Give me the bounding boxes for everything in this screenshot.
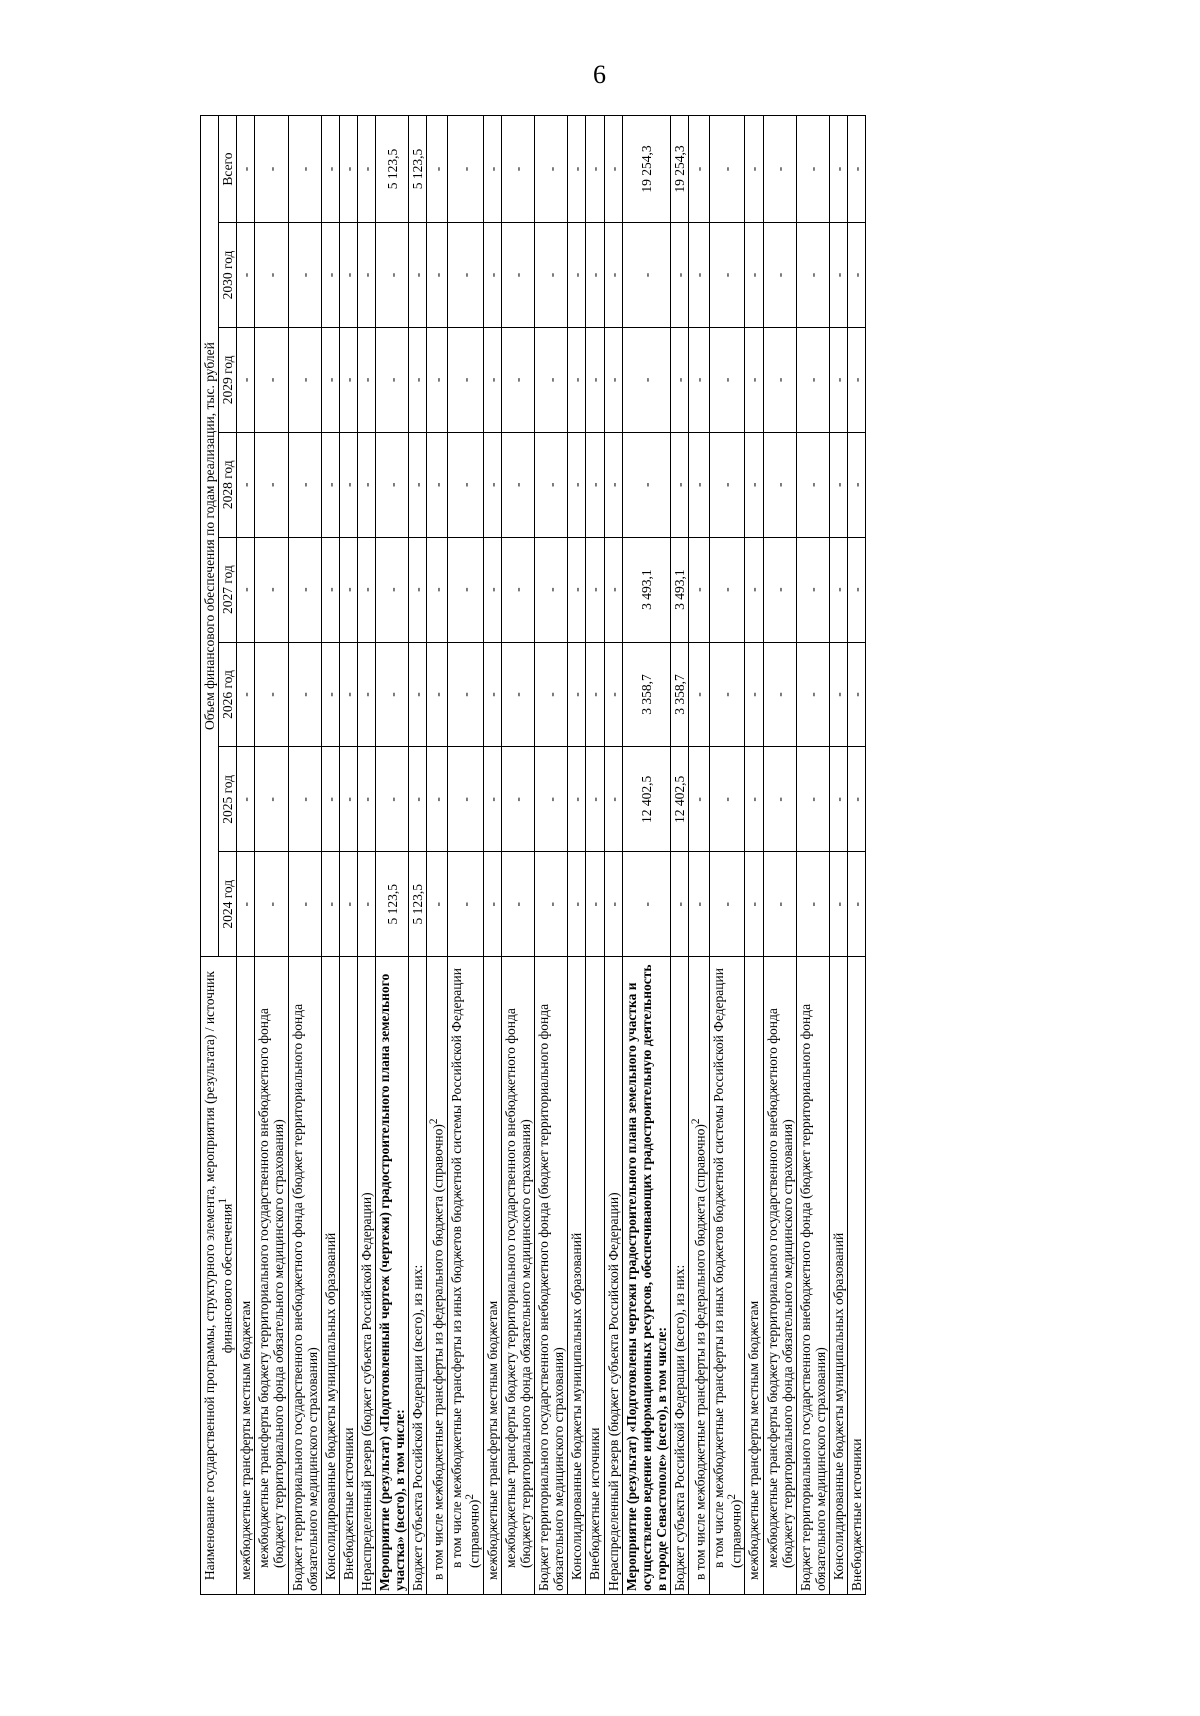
row-year-value: -	[604, 747, 622, 852]
row-year-value: -	[848, 537, 866, 642]
row-year-value: -	[745, 852, 763, 957]
table-row	[829, 116, 847, 1595]
row-year-value: -	[427, 852, 448, 957]
row-year-value: -	[427, 432, 448, 537]
row-year-value: -	[848, 642, 866, 747]
row-label-text: межбюджетные трансферты бюджету территориального государственного внебюджетного фонда (бюджету территориального фонда обязательного медицинского страхования)	[502, 1008, 533, 1568]
row-year-value: -	[622, 432, 670, 537]
table-row	[427, 116, 448, 1595]
row-year-value: -	[568, 327, 586, 432]
row-label-text: Бюджет территориального государственного внебюджетного фонда (бюджет территориального фонда обязательного медицинского страхования)	[536, 1003, 567, 1591]
row-year-value: -	[288, 642, 321, 747]
row-year-value: -	[501, 432, 534, 537]
row-year-value: -	[376, 642, 409, 747]
row-label-text: Внебюджетные источники	[587, 1427, 603, 1580]
table-row	[622, 116, 670, 1595]
row-year-value: -	[763, 537, 796, 642]
row-label-text: Нераспределенный резерв (бюджет субъекта Российской Федерации)	[605, 1192, 621, 1591]
row-year-value: -	[763, 642, 796, 747]
row-year-value: -	[427, 747, 448, 852]
row-year-value: -	[763, 852, 796, 957]
row-total-value: -	[357, 116, 375, 223]
row-label-text: Внебюджетные источники	[340, 1427, 356, 1580]
row-year-value: -	[745, 223, 763, 328]
row-year-value: -	[255, 432, 288, 537]
row-year-value: -	[829, 223, 847, 328]
row-year-value: -	[237, 432, 255, 537]
row-year-value: -	[586, 432, 604, 537]
row-total-value: -	[448, 116, 484, 223]
row-year-value: -	[586, 537, 604, 642]
row-year-value: -	[409, 537, 427, 642]
row-year-value: -	[796, 747, 829, 852]
table-row	[321, 116, 339, 1595]
row-year-value: 12 402,5	[622, 747, 670, 852]
row-year-value: 3 493,1	[670, 537, 688, 642]
row-year-value: -	[321, 642, 339, 747]
row-total-value: 5 123,5	[409, 116, 427, 223]
row-year-value: -	[709, 747, 745, 852]
header-name-text: Наименование государственной программы, структурного элемента, мероприятия (результата) / источник финансового обеспечения	[202, 971, 235, 1581]
row-year-value: -	[409, 642, 427, 747]
row-year-value: -	[321, 747, 339, 852]
row-total-value: -	[796, 116, 829, 223]
row-year-value: -	[763, 432, 796, 537]
row-year-value: -	[255, 747, 288, 852]
row-year-value: -	[796, 642, 829, 747]
header-total: Всего	[219, 116, 237, 223]
row-year-value: -	[568, 537, 586, 642]
row-year-value: -	[670, 852, 688, 957]
header-year-2028: 2028 год	[219, 432, 237, 537]
row-year-value: -	[604, 223, 622, 328]
row-year-value: -	[670, 327, 688, 432]
row-year-value: -	[409, 223, 427, 328]
row-year-value: -	[604, 642, 622, 747]
row-footnote-mark: 2	[428, 1118, 441, 1125]
row-year-value: -	[255, 537, 288, 642]
row-total-value: -	[483, 116, 501, 223]
row-year-value: -	[237, 327, 255, 432]
row-year-value: -	[709, 537, 745, 642]
row-year-value: -	[689, 642, 710, 747]
row-year-value: -	[288, 432, 321, 537]
row-year-value: -	[448, 537, 484, 642]
row-year-value: 5 123,5	[376, 852, 409, 957]
row-year-value: -	[255, 327, 288, 432]
row-total-value: -	[604, 116, 622, 223]
row-label	[745, 957, 763, 1595]
row-label	[255, 957, 288, 1595]
row-year-value: -	[357, 747, 375, 852]
row-year-value: -	[848, 432, 866, 537]
row-total-value: -	[689, 116, 710, 223]
row-year-value: -	[745, 642, 763, 747]
row-label-text: межбюджетные трансферты местным бюджетам	[238, 1300, 254, 1580]
row-year-value: -	[237, 747, 255, 852]
row-label	[501, 957, 534, 1595]
row-year-value: -	[483, 327, 501, 432]
row-total-value: -	[288, 116, 321, 223]
row-label-text: Нераспределенный резерв (бюджет субъекта Российской Федерации)	[358, 1192, 374, 1591]
row-total-value: 19 254,3	[622, 116, 670, 223]
row-total-value: -	[237, 116, 255, 223]
row-label	[763, 957, 796, 1595]
row-year-value: -	[376, 747, 409, 852]
row-year-value: -	[535, 537, 568, 642]
row-year-value: -	[670, 223, 688, 328]
row-total-value: 19 254,3	[670, 116, 688, 223]
row-year-value: -	[409, 327, 427, 432]
row-label	[448, 957, 484, 1595]
row-total-value: -	[709, 116, 745, 223]
row-year-value: -	[255, 642, 288, 747]
row-year-value: -	[501, 852, 534, 957]
row-year-value: -	[339, 223, 357, 328]
row-year-value: -	[501, 223, 534, 328]
row-year-value: -	[745, 747, 763, 852]
table-row	[409, 116, 427, 1595]
row-year-value: -	[448, 642, 484, 747]
row-label	[321, 957, 339, 1595]
row-year-value: -	[357, 223, 375, 328]
row-label	[670, 957, 688, 1595]
page-number: 6	[593, 60, 606, 89]
row-year-value: -	[604, 327, 622, 432]
row-year-value: -	[409, 432, 427, 537]
row-year-value: -	[409, 747, 427, 852]
row-year-value: -	[483, 852, 501, 957]
table-row	[288, 116, 321, 1595]
row-footnote-mark: 2	[464, 1493, 477, 1500]
table-row	[237, 116, 255, 1595]
row-year-value: -	[709, 223, 745, 328]
row-year-value: -	[586, 747, 604, 852]
row-year-value: -	[427, 537, 448, 642]
row-year-value: -	[339, 327, 357, 432]
row-label	[709, 957, 745, 1595]
row-label-text: Бюджет субъекта Российской Федерации (всего), из них:	[410, 1264, 426, 1591]
row-year-value: 3 358,7	[622, 642, 670, 747]
row-year-value: -	[448, 747, 484, 852]
row-year-value: -	[796, 432, 829, 537]
row-year-value: -	[535, 223, 568, 328]
row-year-value: -	[709, 327, 745, 432]
row-label	[376, 957, 409, 1595]
table-row	[848, 116, 866, 1595]
row-year-value: -	[745, 327, 763, 432]
row-year-value: -	[689, 537, 710, 642]
row-year-value: -	[237, 852, 255, 957]
row-year-value: 3 358,7	[670, 642, 688, 747]
table-row	[604, 116, 622, 1595]
row-year-value: -	[448, 223, 484, 328]
row-year-value: -	[501, 642, 534, 747]
row-year-value: -	[483, 432, 501, 537]
row-year-value: -	[535, 327, 568, 432]
row-year-value: -	[568, 642, 586, 747]
row-total-value: -	[586, 116, 604, 223]
rotated-table-container	[200, 115, 1160, 1595]
row-year-value: -	[501, 747, 534, 852]
row-label	[568, 957, 586, 1595]
row-year-value: -	[321, 327, 339, 432]
row-year-value: -	[321, 537, 339, 642]
row-year-value: -	[321, 432, 339, 537]
row-year-value: -	[586, 852, 604, 957]
row-year-value: -	[586, 223, 604, 328]
row-year-value: -	[448, 432, 484, 537]
row-year-value: -	[689, 327, 710, 432]
row-year-value: -	[237, 223, 255, 328]
row-year-value: -	[321, 852, 339, 957]
row-year-value: -	[745, 537, 763, 642]
table-row	[745, 116, 763, 1595]
row-label-text: в том числе межбюджетные трансферты из иных бюджетов бюджетной системы Российской Федерации (справочно)	[710, 968, 744, 1568]
row-year-value: -	[796, 223, 829, 328]
row-year-value: -	[427, 327, 448, 432]
row-year-value: -	[339, 432, 357, 537]
row-year-value: -	[763, 747, 796, 852]
row-year-value: -	[829, 432, 847, 537]
row-year-value: -	[709, 852, 745, 957]
row-year-value: -	[763, 327, 796, 432]
header-year-2029: 2029 год	[219, 327, 237, 432]
row-label	[689, 957, 710, 1595]
row-total-value: -	[745, 116, 763, 223]
row-year-value: -	[829, 747, 847, 852]
row-year-value: -	[501, 327, 534, 432]
row-year-value: 12 402,5	[670, 747, 688, 852]
row-year-value: -	[535, 642, 568, 747]
row-year-value: 3 493,1	[622, 537, 670, 642]
row-year-value: -	[255, 223, 288, 328]
row-year-value: 5 123,5	[409, 852, 427, 957]
row-total-value: -	[427, 116, 448, 223]
row-year-value: -	[689, 747, 710, 852]
row-year-value: -	[255, 852, 288, 957]
row-year-value: -	[237, 642, 255, 747]
row-label	[829, 957, 847, 1595]
row-year-value: -	[829, 537, 847, 642]
row-label-text: Мероприятие (результат) «Подготовленный чертеж (чертежи) градостроительного плана земельного участка» (всего), в том числе:	[377, 973, 408, 1591]
row-label-text: в том числе межбюджетные трансферты из федерального бюджета (справочно)	[692, 1124, 708, 1580]
row-year-value: -	[568, 432, 586, 537]
row-year-value: -	[763, 223, 796, 328]
row-label	[427, 957, 448, 1595]
row-total-value: -	[535, 116, 568, 223]
table-row	[483, 116, 501, 1595]
row-year-value: -	[604, 537, 622, 642]
budget-table	[200, 115, 866, 1595]
rotated-table-frame	[200, 115, 1160, 1595]
row-year-value: -	[796, 327, 829, 432]
row-year-value: -	[689, 223, 710, 328]
row-year-value: -	[604, 852, 622, 957]
row-year-value: -	[339, 852, 357, 957]
row-label	[339, 957, 357, 1595]
row-year-value: -	[288, 747, 321, 852]
row-year-value: -	[622, 852, 670, 957]
row-footnote-mark: 2	[725, 1493, 738, 1500]
table-row	[357, 116, 375, 1595]
row-label-text: Бюджет субъекта Российской Федерации (всего), из них:	[671, 1264, 687, 1591]
row-label-text: межбюджетные трансферты местным бюджетам	[746, 1300, 762, 1580]
row-label	[535, 957, 568, 1595]
row-year-value: -	[288, 327, 321, 432]
row-label-text: Бюджет территориального государственного внебюджетного фонда (бюджет территориального фонда обязательного медицинского страхования)	[289, 1003, 320, 1591]
row-year-value: -	[357, 537, 375, 642]
row-label-text: межбюджетные трансферты бюджету территориального государственного внебюджетного фонда (бюджету территориального фонда обязательного медицинского страхования)	[256, 1008, 287, 1568]
row-label-text: в том числе межбюджетные трансферты из иных бюджетов бюджетной системы Российской Федерации (справочно)	[449, 968, 482, 1568]
row-year-value: -	[848, 327, 866, 432]
table-row	[796, 116, 829, 1595]
row-year-value: -	[829, 327, 847, 432]
row-label-text: Консолидированные бюджеты муниципальных образований	[569, 1232, 585, 1580]
row-year-value: -	[288, 537, 321, 642]
row-year-value: -	[448, 327, 484, 432]
row-year-value: -	[483, 537, 501, 642]
row-label	[622, 957, 670, 1595]
row-year-value: -	[321, 223, 339, 328]
row-label-text: Консолидированные бюджеты муниципальных образований	[830, 1232, 846, 1580]
row-year-value: -	[357, 852, 375, 957]
row-label	[288, 957, 321, 1595]
table-row	[670, 116, 688, 1595]
row-total-value: 5 123,5	[376, 116, 409, 223]
row-year-value: -	[237, 537, 255, 642]
row-label	[604, 957, 622, 1595]
header-year-2030: 2030 год	[219, 223, 237, 328]
header-year-2024: 2024 год	[219, 852, 237, 957]
row-year-value: -	[501, 537, 534, 642]
row-year-value: -	[689, 852, 710, 957]
row-year-value: -	[376, 537, 409, 642]
row-year-value: -	[448, 852, 484, 957]
row-year-value: -	[745, 432, 763, 537]
row-label-text: Внебюджетные источники	[849, 1438, 865, 1591]
row-year-value: -	[586, 327, 604, 432]
table-row	[501, 116, 534, 1595]
row-year-value: -	[604, 432, 622, 537]
row-year-value: -	[288, 223, 321, 328]
row-label	[796, 957, 829, 1595]
table-row	[689, 116, 710, 1595]
row-total-value: -	[848, 116, 866, 223]
row-label-text: межбюджетные трансферты бюджету территориального государственного внебюджетного фонда (бюджету территориального фонда обязательного медицинского страхования)	[764, 1008, 795, 1568]
row-label	[586, 957, 604, 1595]
header-year-2025: 2025 год	[219, 747, 237, 852]
header-year-2026: 2026 год	[219, 642, 237, 747]
row-year-value: -	[376, 327, 409, 432]
row-year-value: -	[848, 852, 866, 957]
row-label-text: межбюджетные трансферты местным бюджетам	[484, 1300, 500, 1580]
table-row	[586, 116, 604, 1595]
row-year-value: -	[483, 747, 501, 852]
row-total-value: -	[339, 116, 357, 223]
row-year-value: -	[622, 327, 670, 432]
row-year-value: -	[339, 747, 357, 852]
row-label	[237, 957, 255, 1595]
row-year-value: -	[535, 852, 568, 957]
row-year-value: -	[483, 642, 501, 747]
row-year-value: -	[357, 327, 375, 432]
row-year-value: -	[376, 432, 409, 537]
header-funding-group: Объем финансового обеспечения по годам реализации, тыс. рублей	[201, 116, 219, 957]
budget-table-body	[237, 116, 866, 1595]
row-year-value: -	[427, 223, 448, 328]
row-label-text: в том числе межбюджетные трансферты из федерального бюджета (справочно)	[430, 1124, 446, 1580]
row-year-value: -	[622, 223, 670, 328]
row-label-text: Консолидированные бюджеты муниципальных образований	[322, 1232, 338, 1580]
row-year-value: -	[568, 747, 586, 852]
row-year-value: -	[376, 223, 409, 328]
row-year-value: -	[427, 642, 448, 747]
row-label-text: Бюджет территориального государственного внебюджетного фонда (бюджет территориального фонда обязательного медицинского страхования)	[797, 1003, 828, 1591]
row-year-value: -	[535, 432, 568, 537]
row-year-value: -	[796, 852, 829, 957]
row-total-value: -	[321, 116, 339, 223]
row-label	[483, 957, 501, 1595]
row-year-value: -	[796, 537, 829, 642]
row-year-value: -	[689, 432, 710, 537]
table-row	[763, 116, 796, 1595]
table-row	[568, 116, 586, 1595]
row-year-value: -	[288, 852, 321, 957]
row-year-value: -	[829, 852, 847, 957]
row-year-value: -	[848, 223, 866, 328]
row-year-value: -	[848, 747, 866, 852]
table-row	[376, 116, 409, 1595]
row-total-value: -	[829, 116, 847, 223]
row-label	[848, 957, 866, 1595]
row-label	[409, 957, 427, 1595]
row-label	[357, 957, 375, 1595]
row-total-value: -	[568, 116, 586, 223]
row-total-value: -	[255, 116, 288, 223]
row-footnote-mark: 2	[690, 1118, 703, 1125]
row-year-value: -	[586, 642, 604, 747]
row-year-value: -	[357, 642, 375, 747]
row-year-value: -	[483, 223, 501, 328]
row-year-value: -	[535, 747, 568, 852]
row-year-value: -	[568, 223, 586, 328]
table-row	[339, 116, 357, 1595]
row-year-value: -	[568, 852, 586, 957]
row-total-value: -	[763, 116, 796, 223]
header-name-footnote: 1	[217, 1197, 230, 1204]
row-year-value: -	[709, 432, 745, 537]
table-row	[535, 116, 568, 1595]
row-label-text: Мероприятие (результат) «Подготовлены чертежи градостроительного плана земельного участка и осуществлено ведение информационных ресурсов, обеспечивающих градостроительную деятельность в городе Севастополе» (всего), в том числе:	[623, 964, 669, 1591]
row-year-value: -	[339, 537, 357, 642]
table-row	[709, 116, 745, 1595]
table-row	[255, 116, 288, 1595]
table-row	[448, 116, 484, 1595]
row-year-value: -	[339, 642, 357, 747]
row-total-value: -	[501, 116, 534, 223]
row-year-value: -	[709, 642, 745, 747]
row-year-value: -	[829, 642, 847, 747]
header-name-column	[201, 957, 237, 1595]
row-year-value: -	[670, 432, 688, 537]
header-year-2027: 2027 год	[219, 537, 237, 642]
row-year-value: -	[357, 432, 375, 537]
